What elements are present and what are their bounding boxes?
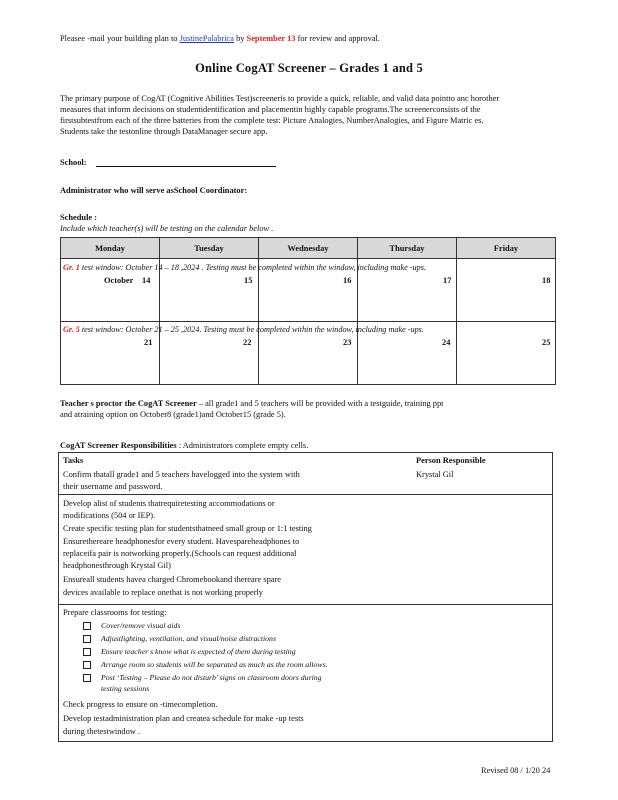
checkbox-icon bbox=[83, 674, 91, 682]
task-line: headphonesthrough Krystal Gil) bbox=[63, 561, 171, 570]
grade-5-label: Gr. 5 bbox=[63, 325, 80, 334]
proctor-line2: and atraining option on October8 (grade1)and October15 (grade 5). bbox=[60, 410, 286, 419]
page-title: Online CogAT Screener – Grades 1 and 5 bbox=[195, 61, 423, 75]
purpose-line: firstsubtestfrom each of the three batteries from the complete test: Picture Analogies, NumberAnalogies, and Figure Matric es. bbox=[60, 116, 484, 125]
bullet-item: Post ‘Testing – Please do not disturb’ signs on classroom doors during bbox=[83, 673, 328, 684]
day-header-thursday: Thursday bbox=[358, 238, 457, 259]
task-line: Develop alist of students thatrequiretesting accommodations or bbox=[63, 499, 275, 508]
bullet-item-continued: testing sessions bbox=[101, 684, 150, 693]
admin-label: Administrator who will serve asSchool Coordinator: bbox=[60, 186, 248, 195]
schedule-instruction: Include which teacher(s) will be testing on the calendar below . bbox=[60, 224, 274, 233]
responsibilities-heading bbox=[60, 440, 308, 451]
week2-window-text: test window: October 21 – 25 ,2024. Testing must be completed within the window, including make -ups. bbox=[81, 325, 424, 334]
purpose-paragraph bbox=[60, 93, 580, 137]
task-line: Confirm thatall grade1 and 5 teachers havelogged into the system with bbox=[63, 470, 300, 479]
deadline-date: September 13 bbox=[246, 34, 296, 43]
day-header-friday: Friday bbox=[457, 238, 556, 259]
grade-1-label: Gr. 1 bbox=[63, 263, 80, 272]
day-header-monday: Monday bbox=[61, 238, 160, 259]
date-number: 23 bbox=[343, 338, 352, 347]
email-link[interactable]: JustinePalabrica bbox=[179, 34, 234, 43]
date-number: 17 bbox=[443, 276, 452, 285]
proctor-line1: – all grade1 and 5 teachers will be provided with a testguide, training ppt bbox=[198, 399, 444, 408]
school-label: School: bbox=[60, 158, 87, 167]
task-row-1 bbox=[58, 452, 553, 495]
calendar-cell[interactable] bbox=[457, 322, 556, 385]
date-number: 18 bbox=[542, 276, 551, 285]
task-line: replaceifa pair is notworking properly.(Schools can request additional bbox=[63, 549, 297, 558]
date-number: 22 bbox=[243, 338, 252, 347]
purpose-line: Students take the testonline through DataManager secure app. bbox=[60, 127, 268, 136]
intro-line bbox=[60, 33, 380, 44]
task-line: Create specific testing plan for studentsthatneed small group or 1:1 testing bbox=[63, 524, 312, 533]
responsibilities-lead: CogAT Screener Responsibilities bbox=[60, 441, 177, 450]
bullet-item: Arrange room so students will be separated as much as the room allows. bbox=[83, 660, 328, 673]
bullet-item: Cover/remove visual aids bbox=[83, 621, 328, 634]
date-number: 21 bbox=[144, 338, 153, 347]
purpose-line: The primary purpose of CogAT (Cognitive Abilities Test)screeneris to provide a quick, reliable, and valid data pointto anc horother bbox=[60, 94, 500, 103]
schedule-calendar bbox=[60, 237, 556, 385]
calendar-cell[interactable] bbox=[457, 259, 556, 322]
task-line: during thetestwindow . bbox=[63, 727, 140, 736]
intro-post: for review and approval. bbox=[297, 34, 380, 43]
school-field[interactable] bbox=[96, 166, 276, 167]
checkbox-icon bbox=[83, 661, 91, 669]
purpose-line: measures that inform decisions on studentidentification and placementin highly capable programs.The screenerconsists of the bbox=[60, 105, 481, 114]
responsibilities-rest: : Administrators complete empty cells. bbox=[178, 441, 309, 450]
week1-note bbox=[63, 263, 426, 272]
col-tasks-header: Tasks bbox=[63, 456, 84, 465]
task-line: Ensurethereare headphonesfor every student. Havespareheadphones to bbox=[63, 537, 300, 546]
task-line: Ensureall students havea charged Chromebookand thereare spare bbox=[63, 575, 281, 584]
revised-footer: Revised 08 / 1/20 24 bbox=[481, 766, 551, 775]
task-line: Develop testadministration plan and createa schedule for make -up tests bbox=[63, 714, 304, 723]
col-person-header: Person Responsible bbox=[416, 456, 486, 465]
task-line: Prepare classrooms for testing: bbox=[63, 608, 167, 617]
week1-window-text: test window: October 14 – 18 ,2024 . Testing must be completed within the window, including make -ups. bbox=[81, 263, 426, 272]
checkbox-icon bbox=[83, 648, 91, 656]
task-line: devices available to replace onethat is not working properly bbox=[63, 588, 263, 597]
prep-bullet-list bbox=[83, 621, 328, 695]
day-header-tuesday: Tuesday bbox=[160, 238, 259, 259]
day-header-wednesday: Wednesday bbox=[259, 238, 358, 259]
task-line: Check progress to ensure on -timecompletion. bbox=[63, 700, 218, 709]
date-number: 14 bbox=[142, 276, 151, 285]
person-responsible: Krystal Gil bbox=[416, 470, 454, 479]
task-row-2 bbox=[58, 494, 553, 605]
schedule-label: Schedule : bbox=[60, 213, 97, 222]
month-label: October bbox=[104, 276, 134, 285]
checkbox-icon bbox=[83, 635, 91, 643]
intro-pre: Pleasee -mail your building plan to bbox=[60, 34, 178, 43]
intro-by: by bbox=[236, 34, 245, 43]
task-line: their username and password. bbox=[63, 482, 163, 491]
date-number: 24 bbox=[442, 338, 451, 347]
week2-note bbox=[63, 325, 424, 334]
task-line: modifications (504 or IEP). bbox=[63, 511, 156, 520]
date-number: 15 bbox=[244, 276, 253, 285]
task-row-3 bbox=[58, 604, 553, 742]
bullet-item: Ensure teacher s know what is expected of them during testing bbox=[83, 647, 328, 660]
bullet-item: Adjustlighting, ventilation, and visual/noise distractions bbox=[83, 634, 328, 647]
checkbox-icon bbox=[83, 622, 91, 630]
date-number: 25 bbox=[542, 338, 551, 347]
proctor-paragraph bbox=[60, 398, 580, 420]
date-number: 16 bbox=[343, 276, 352, 285]
proctor-lead: Teacher s proctor the CogAT Screener bbox=[60, 399, 197, 408]
